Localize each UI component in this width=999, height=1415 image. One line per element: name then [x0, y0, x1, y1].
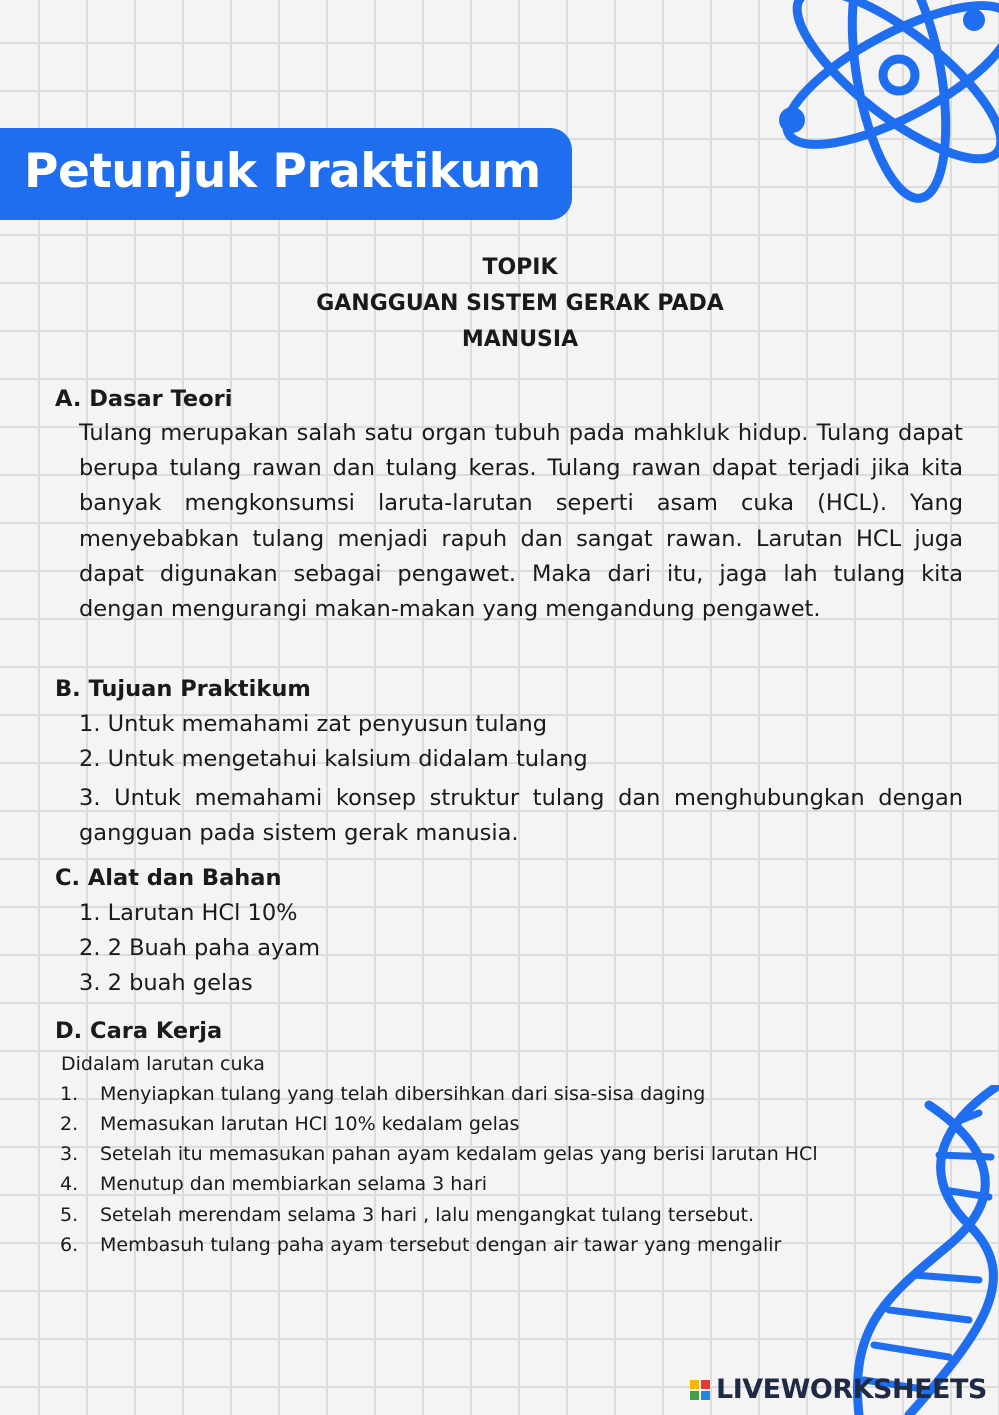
step-text: Setelah itu memasukan pahan ayam kedalam gelas yang berisi larutan HCl	[100, 1143, 818, 1165]
step-text: Menyiapkan tulang yang telah dibersihkan dari sisa-sisa daging	[100, 1083, 706, 1105]
section-c-item-1: 1. Larutan HCl 10%	[79, 900, 298, 926]
section-a-body: Tulang merupakan salah satu organ tubuh pada mahkluk hidup. Tulang dapat berupa tulang rawan dan tulang keras. Tulang rawan dapat terjadi jika kita banyak mengkonsumsi laruta-larutan seperti asam cuka (HCL). Yang menyebabkan tulang menjadi rapuh dan sangat rawan. Larutan HCL juga dapat digunakan sebagai pengawet. Maka dari itu, jaga lah tulang kita dengan mengurangi makan-makan yang mengandung pengawet.	[79, 420, 963, 623]
step-item	[60, 1143, 818, 1165]
step-item	[60, 1204, 754, 1226]
topic-title-line1: GANGGUAN SISTEM GERAK PADA	[316, 291, 724, 316]
liveworksheets-logo	[690, 1374, 987, 1405]
section-b-heading: B. Tujuan Praktikum	[55, 676, 311, 702]
section-c-item-3: 3. 2 buah gelas	[79, 970, 253, 996]
section-c-item-2: 2. 2 Buah paha ayam	[79, 935, 321, 961]
step-item	[60, 1083, 705, 1105]
step-number: 2.	[60, 1113, 79, 1135]
section-b-item-3: 3. Untuk memahami konsep struktur tulang dan menghubungkan dengan gangguan pada sistem gerak manusia.	[79, 785, 963, 846]
title-banner	[0, 128, 572, 220]
step-number: 6.	[60, 1234, 79, 1256]
step-text: Membasuh tulang paha ayam tersebut dengan air tawar yang mengalir	[100, 1234, 782, 1256]
liveworksheets-logo-text: LIVEWORKSHEETS	[716, 1374, 987, 1405]
section-c-heading: C. Alat dan Bahan	[55, 865, 282, 891]
section-b-item-2: 2. Untuk mengetahui kalsium didalam tulang	[79, 746, 588, 772]
topic-heading	[0, 250, 999, 358]
atom-illustration	[759, 0, 999, 230]
topic-label: TOPIK	[482, 255, 558, 280]
step-number: 3.	[60, 1143, 79, 1165]
section-d-heading: D. Cara Kerja	[55, 1018, 223, 1044]
step-text: Menutup dan membiarkan selama 3 hari	[100, 1173, 488, 1195]
liveworksheets-logo-icon	[690, 1380, 710, 1400]
step-item	[60, 1113, 519, 1135]
step-text: Memasukan larutan HCl 10% kedalam gelas	[100, 1113, 520, 1135]
section-b-item-1: 1. Untuk memahami zat penyusun tulang	[79, 711, 548, 737]
step-item	[60, 1173, 487, 1195]
step-number: 4.	[60, 1173, 79, 1195]
page-title: Petunjuk Praktikum	[24, 144, 541, 199]
topic-title-line2: MANUSIA	[461, 327, 579, 352]
dna-illustration	[819, 1085, 999, 1415]
section-a-heading: A. Dasar Teori	[55, 386, 233, 412]
step-item	[60, 1234, 781, 1256]
section-d-intro: Didalam larutan cuka	[61, 1053, 265, 1075]
step-number: 1.	[60, 1083, 79, 1105]
step-number: 5.	[60, 1204, 79, 1226]
step-text: Setelah merendam selama 3 hari , lalu mengangkat tulang tersebut.	[100, 1204, 755, 1226]
